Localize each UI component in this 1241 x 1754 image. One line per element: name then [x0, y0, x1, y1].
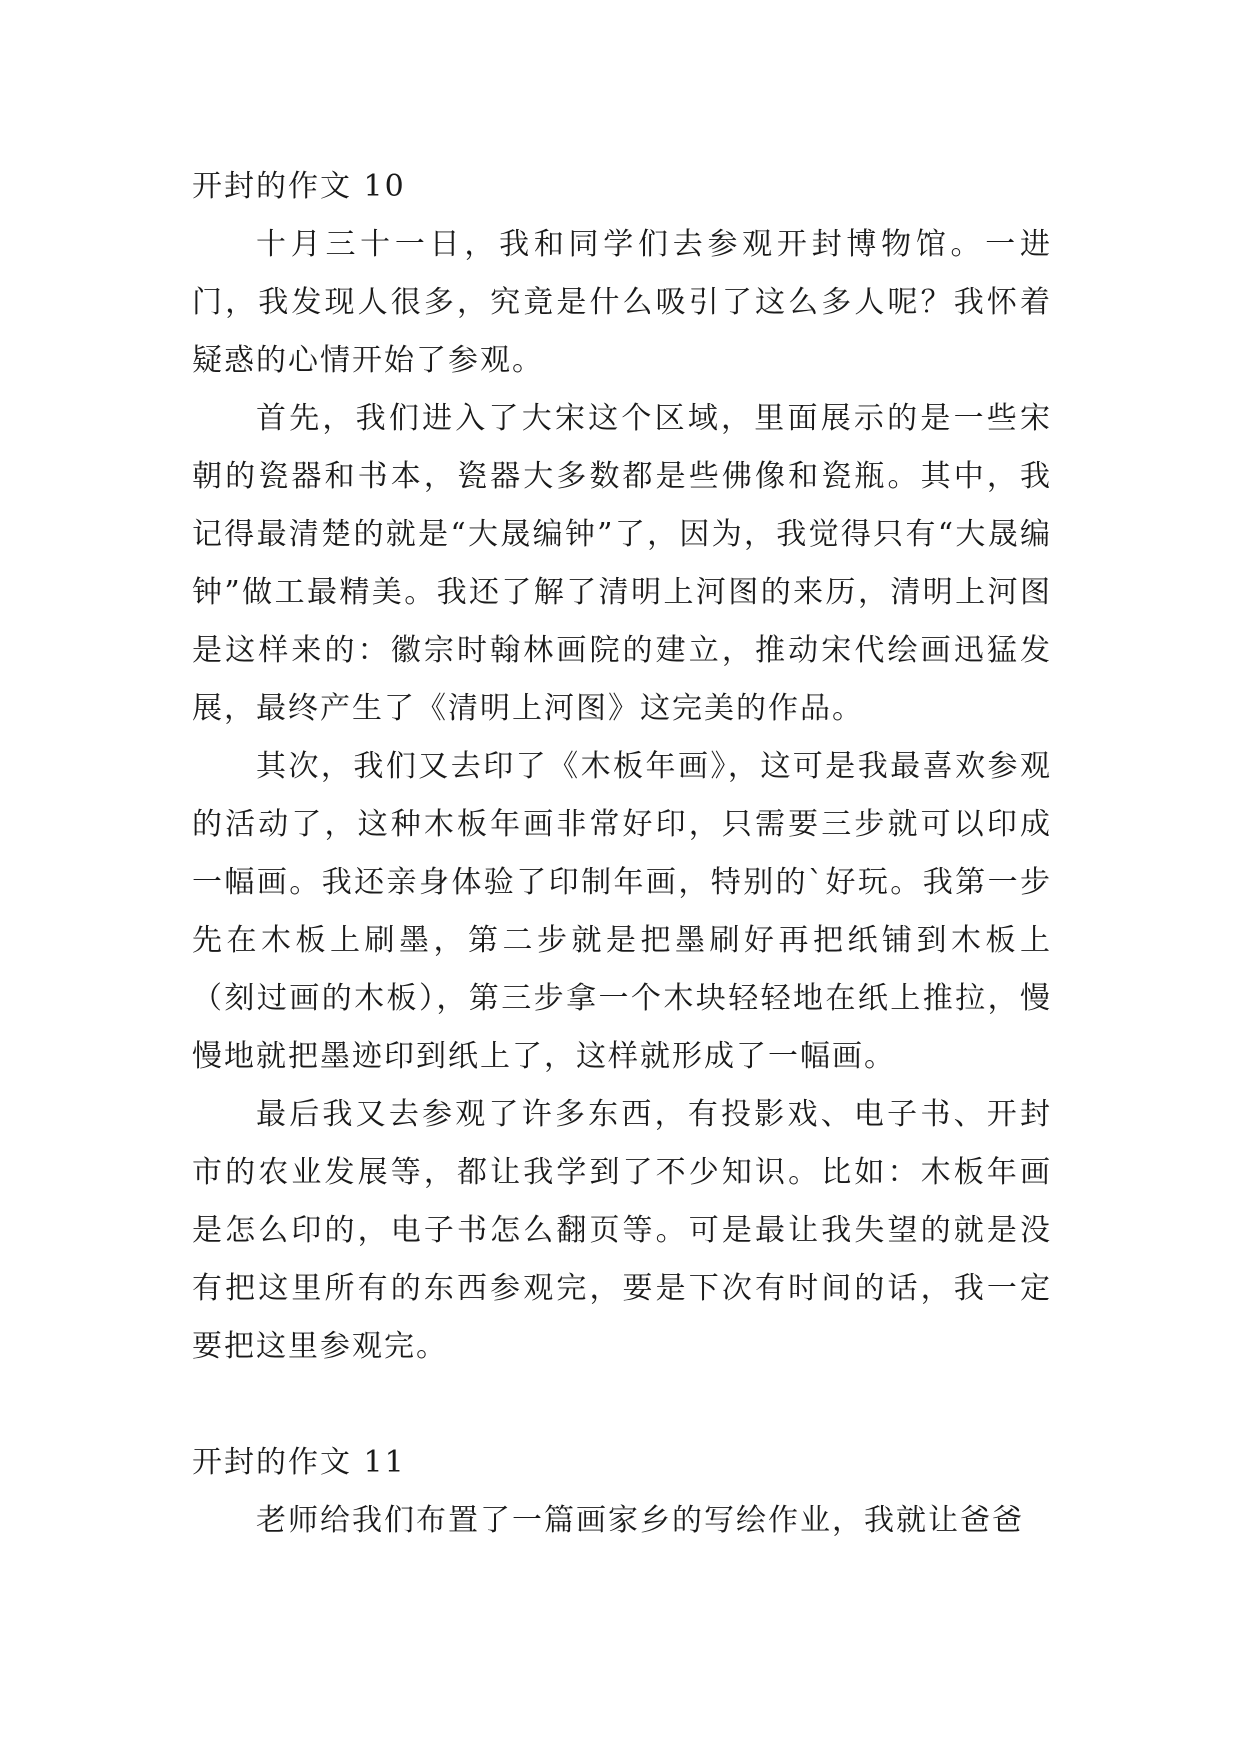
section-spacer: [192, 1376, 1052, 1434]
paragraph: 最后我又去参观了许多东西，有投影戏、电子书、开封市的农业发展等，都让我学到了不少知识。比如：木板年画是怎么印的，电子书怎么翻页等。可是最让我失望的就是没有把这里所有的东西参观完，要是下次有时间的话，我一定要把这里参观完。: [192, 1097, 1052, 1364]
paragraph: 首先，我们进入了大宋这个区域，里面展示的是一些宋朝的瓷器和书本，瓷器大多数都是些佛像和瓷瓶。其中，我记得最清楚的就是“大晟编钟”了，因为，我觉得只有“大晟编钟”做工最精美。我还了解了清明上河图的来历，清明上河图是这样来的：徽宗时翰林画院的建立，推动宋代绘画迅猛发展，最终产生了《清明上河图》这完美的作品。: [192, 401, 1052, 726]
paragraph: 老师给我们布置了一篇画家乡的写绘作业，我就让爸爸: [256, 1503, 1024, 1538]
document-body: [192, 158, 1052, 1550]
section-title: 开封的作文 11: [192, 1445, 406, 1480]
paragraph: 其次，我们又去印了《木板年画》，这可是我最喜欢参观的活动了，这种木板年画非常好印，只需要三步就可以印成一幅画。我还亲身体验了印制年画，特别的`好玩。我第一步先在木板上刷墨，第二步就是把墨刷好再把纸铺到木板上（刻过画的木板），第三步拿一个木块轻轻地在纸上推拉，慢慢地就把墨迹印到纸上了，这样就形成了一幅画。: [192, 749, 1052, 1074]
section-title: 开封的作文 10: [192, 169, 406, 204]
paragraph: 十月三十一日，我和同学们去参观开封博物馆。一进门，我发现人很多，究竟是什么吸引了这么多人呢？我怀着疑惑的心情开始了参观。: [192, 227, 1052, 378]
